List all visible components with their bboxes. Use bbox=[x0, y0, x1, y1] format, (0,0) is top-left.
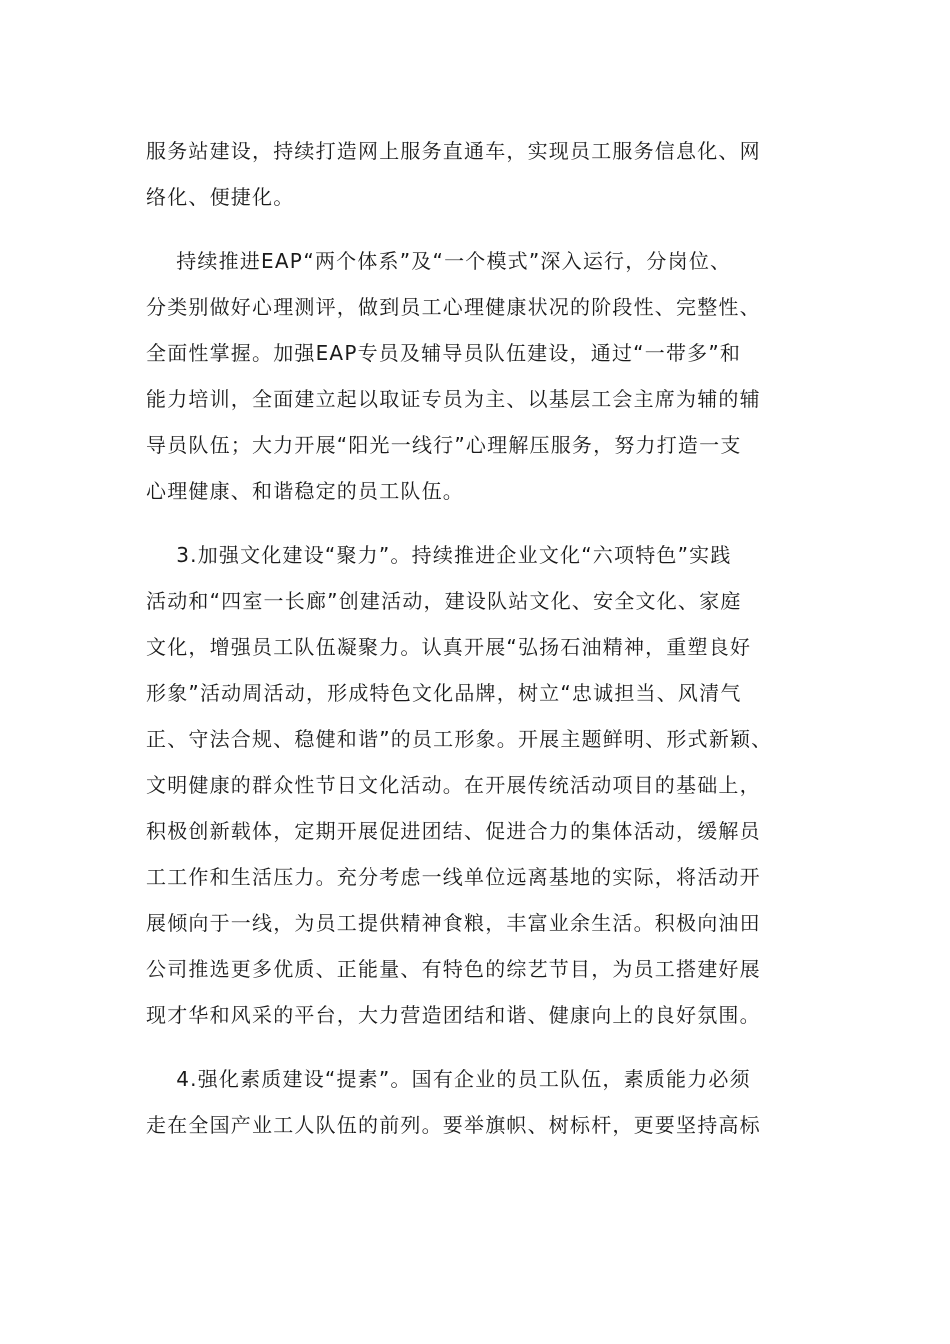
document-body bbox=[146, 128, 812, 1148]
text-line: 导员队伍；大力开展“阳光一线行”心理解压服务，努力打造一支 bbox=[146, 433, 742, 457]
text-line: 正、守法合规、稳健和谐”的员工形象。开展主题鲜明、形式新颖、 bbox=[146, 727, 773, 751]
text-line: 心理健康、和谐稳定的员工队伍。 bbox=[146, 479, 464, 503]
text-line: 能力培训，全面建立起以取证专员为主、以基层工会主席为辅的辅 bbox=[146, 387, 761, 411]
text-line: 走在全国产业工人队伍的前列。要举旗帜、树标杆，更要坚持高标 bbox=[146, 1113, 761, 1137]
text-line: 络化、便捷化。 bbox=[146, 185, 295, 209]
text-line: 文明健康的群众性节日文化活动。在开展传统活动项目的基础上， bbox=[146, 773, 761, 797]
text-line: 持续推进EAP“两个体系”及“一个模式”深入运行，分岗位、 bbox=[146, 249, 732, 273]
text-line: 全面性掌握。加强EAP专员及辅导员队伍建设，通过“一带多”和 bbox=[146, 341, 742, 365]
paragraph-service-station bbox=[146, 128, 812, 220]
text-line: 积极创新载体，定期开展促进团结、促进合力的集体活动，缓解员 bbox=[146, 819, 761, 843]
text-line: 3.加强文化建设“聚力”。持续推进企业文化“六项特色”实践 bbox=[146, 543, 732, 567]
text-line: 文化，增强员工队伍凝聚力。认真开展“弘扬石油精神，重塑良好 bbox=[146, 635, 752, 659]
text-line: 4.强化素质建设“提素”。国有企业的员工队伍，素质能力必须 bbox=[146, 1067, 751, 1091]
text-line: 形象”活动周活动，形成特色文化品牌，树立“忠诚担当、风清气 bbox=[146, 681, 742, 705]
text-line: 现才华和风采的平台，大力营造团结和谐、健康向上的良好氛围。 bbox=[146, 1003, 761, 1027]
text-line: 公司推选更多优质、正能量、有特色的综艺节目，为员工搭建好展 bbox=[146, 957, 761, 981]
paragraph-culture bbox=[146, 532, 812, 1038]
paragraph-eap bbox=[146, 238, 812, 514]
text-line: 工工作和生活压力。充分考虑一线单位远离基地的实际，将活动开 bbox=[146, 865, 761, 889]
text-line: 服务站建设，持续打造网上服务直通车，实现员工服务信息化、网 bbox=[146, 139, 761, 163]
text-line: 分类别做好心理测评，做到员工心理健康状况的阶段性、完整性、 bbox=[146, 295, 761, 319]
paragraph-quality bbox=[146, 1056, 812, 1148]
text-line: 活动和“四室一长廊”创建活动，建设队站文化、安全文化、家庭 bbox=[146, 589, 742, 613]
text-line: 展倾向于一线，为员工提供精神食粮，丰富业余生活。积极向油田 bbox=[146, 911, 761, 935]
